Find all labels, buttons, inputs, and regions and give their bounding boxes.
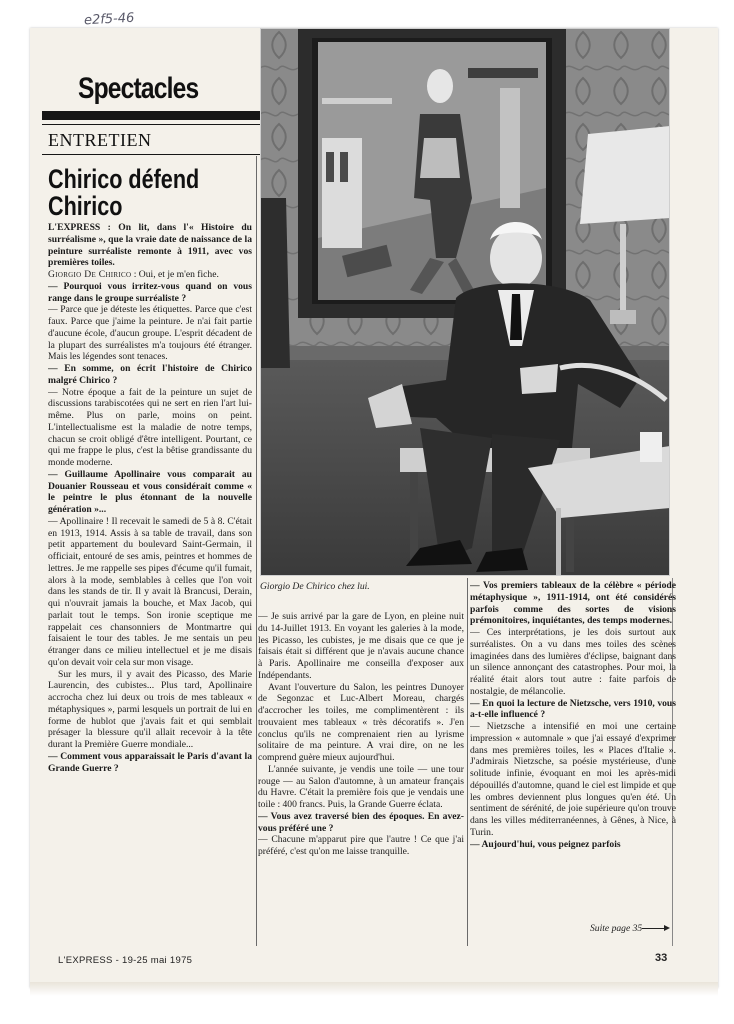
- question-text: L'EXPRESS : On lit, dans l'« Histoire du surréalisme », que la vraie date de naissance de la peinture surréaliste remonte à 1911, avec vos premières toiles.: [48, 222, 252, 269]
- question-text: — Aujourd'hui, vous peignez parfois: [470, 838, 621, 850]
- article-headline: Chirico défend Chirico: [48, 164, 200, 221]
- question-text: — En somme, on écrit l'histoire de Chirico malgré Chirico ?: [48, 363, 252, 386]
- rubric-rule: [42, 154, 260, 155]
- magazine-page: [30, 28, 718, 988]
- scan-edge: [30, 982, 718, 996]
- rubric-label: ENTRETIEN: [48, 130, 152, 150]
- continuation-note: Suite page 35: [590, 923, 643, 934]
- answer-paragraph: L'année suivante, je vendis une toile — une tour rouge — au Salon d'automne, à un amateur français du Havre. C'était la première fois que je vendais une toile : 400 francs. Puis, la Grande Guerre éclata.: [258, 763, 464, 810]
- column-divider-1: [256, 156, 257, 946]
- question-paragraph: [48, 222, 252, 269]
- question-paragraph: [258, 811, 464, 835]
- answer-paragraph: — Parce que je déteste les étiquettes. Parce que c'est faux. Parce que j'aime la peinture. Je n'ai fait partie d'aucune école, d'aucun groupe. L'esprit décadent de la plupart des surréalistes m'a toujours été étranger. Mais les légendes sont tenaces.: [48, 304, 252, 363]
- question-text: — Guillaume Apollinaire vous comparait au Douanier Rousseau et vous considérait comme « le peintre le plus étonnant de la nouvelle génération »...: [48, 468, 252, 515]
- answer-paragraph: — Notre époque a fait de la peinture un sujet de discussions tarabiscotées qui ne sert en rien l'art lui-même. Plus on parle, moins on peint. L'intellectualisme est la maladie de notre temps, chacun se croit obligé d'être intelligent. Pourtant, ce qui me frappe le plus, c'est la bêtise grandissante du monde moderne.: [48, 386, 252, 468]
- question-paragraph: [48, 281, 252, 305]
- question-paragraph: [470, 698, 676, 722]
- arrow-right-icon: [642, 928, 668, 929]
- question-paragraph: [48, 469, 252, 516]
- photo-icon: [260, 28, 670, 576]
- question-paragraph: [48, 363, 252, 387]
- question-paragraph: [48, 751, 252, 775]
- question-text: — Vos premiers tableaux de la célèbre « période métaphysique », 1911-1914, ont été considérés parfois comme des sortes de visions prémonitoires, inquiétantes, des temps modernes.: [470, 580, 676, 627]
- answer-paragraph: Giorgio De Chirico : Oui, et je m'en fiche.: [48, 269, 219, 280]
- answer-paragraph: — Ces interprétations, je les dois surtout aux surréalistes. On a vu dans mes toiles des scènes imaginées dans des lumières d'éclipse, baignant dans un silence annonçant des catastrophes. Pour moi, la réalité était alors tout autre : faite parfois de nostalgie, de mélancolie.: [470, 627, 676, 697]
- section-rule-thin: [42, 124, 260, 125]
- answer-paragraph: — Nietzsche a intensifié en moi une certaine impression « automnale » que j'ai essayé d'exprimer dans mes premières toiles, les « Places d'Italie ». J'admirais Nietzsche, sa poésie mystérieuse, d'une solitude infinie, évoquant en moi les après-midi dépouillés d'automne, quand le ciel est limpide et que les ombres deviennent plus longues qu'en été. Un sentiment de sérénité, de joie supérieure qu'on trouve dans les villes méditerranéennes, à Gênes, à Nice, à Turin.: [470, 721, 676, 838]
- article-column-3: [470, 580, 676, 930]
- article-column-1: [48, 222, 252, 942]
- answer-paragraph: — Je suis arrivé par la gare de Lyon, en pleine nuit du 14-Juillet 1913. En voyant les galeries à la mode, les Picasso, les cubistes, je me disais que ce que je faisais était si différent que je n'avais aucune chance à Paris. Apollinaire me conseilla d'exposer aux Indépendants.: [258, 611, 464, 681]
- photo-caption: Giorgio De Chirico chez lui.: [260, 581, 370, 592]
- question-paragraph: [470, 580, 676, 627]
- question-text: — Vous avez traversé bien des époques. En avez-vous préféré une ?: [258, 810, 464, 834]
- section-rule-thick: [42, 111, 260, 120]
- question-text: — Comment vous apparaissait le Paris d'avant la Grande Guerre ?: [48, 750, 252, 774]
- article-column-2: [258, 611, 464, 943]
- speaker-name: Giorgio De Chirico: [48, 269, 132, 280]
- question-paragraph: [470, 839, 676, 851]
- publication-footer: L'EXPRESS - 19-25 mai 1975: [58, 955, 193, 966]
- portrait-photo: [260, 28, 670, 576]
- answer-paragraph: Avant l'ouverture du Salon, les peintres Dunoyer de Segonzac et Luc-Albert Moreau, chargés d'accrocher les toiles, me complimentèrent : ils trouvaient mes tableaux « très décoratifs ». J'en conclus qu'ils ne comprenaient rien au lyrisme solitaire de ma peinture. A vrai dire, on ne les comprend guère mieux aujourd'hui.: [258, 681, 464, 763]
- section-title: Spectacles: [78, 72, 199, 105]
- question-text: — En quoi la lecture de Nietzsche, vers 1910, vous a-t-elle influencé ?: [470, 697, 676, 721]
- answer-paragraph: — Chacune m'apparut pire que l'autre ! Ce que j'ai préféré, c'est qu'on me laisse tranquille.: [258, 834, 464, 857]
- page-number: 33: [655, 952, 668, 964]
- handwritten-annotation: e2f5-46: [83, 10, 135, 29]
- question-text: — Pourquoi vous irritez-vous quand on vous range dans le groupe surréaliste ?: [48, 280, 252, 304]
- answer-paragraph: — Apollinaire ! Il recevait le samedi de 5 à 8. C'était en 1913, 1914. Assis à sa table de travail, dans son petit appartement du boulevard Saint-Germain, il officiait, entouré de ses amis, peintres et hommes de lettres. Je me rappelle ses pipes d'écume qu'il fumait, alors à la mode, semblables à celles que l'on voit dans les stands de tir. Il y avait là Brancusi, Derain, qui n'ouvrait jamais la bouche, et Max Jacob, qui parlait tout le temps. Son ironie sceptique me rappelait ces chansonniers de Montmartre qui faisaient le tour des tables. Je me sentais un peu étranger dans ce milieu intellectuel et je me disais qu'on devait voir cela sur mon visage.: [48, 515, 252, 668]
- column-divider-2: [467, 578, 468, 946]
- answer-paragraph: Sur les murs, il y avait des Picasso, des Marie Laurencin, des cubistes... Plus tard, Apollinaire accrocha chez lui deux ou trois de mes tableaux « métaphysiques », parmi lesquels un portrait de lui en forme de hublot que j'avais fait et qui semblait présager la blessure qu'il allait recevoir à la tête durant la Première Guerre mondiale...: [48, 668, 252, 750]
